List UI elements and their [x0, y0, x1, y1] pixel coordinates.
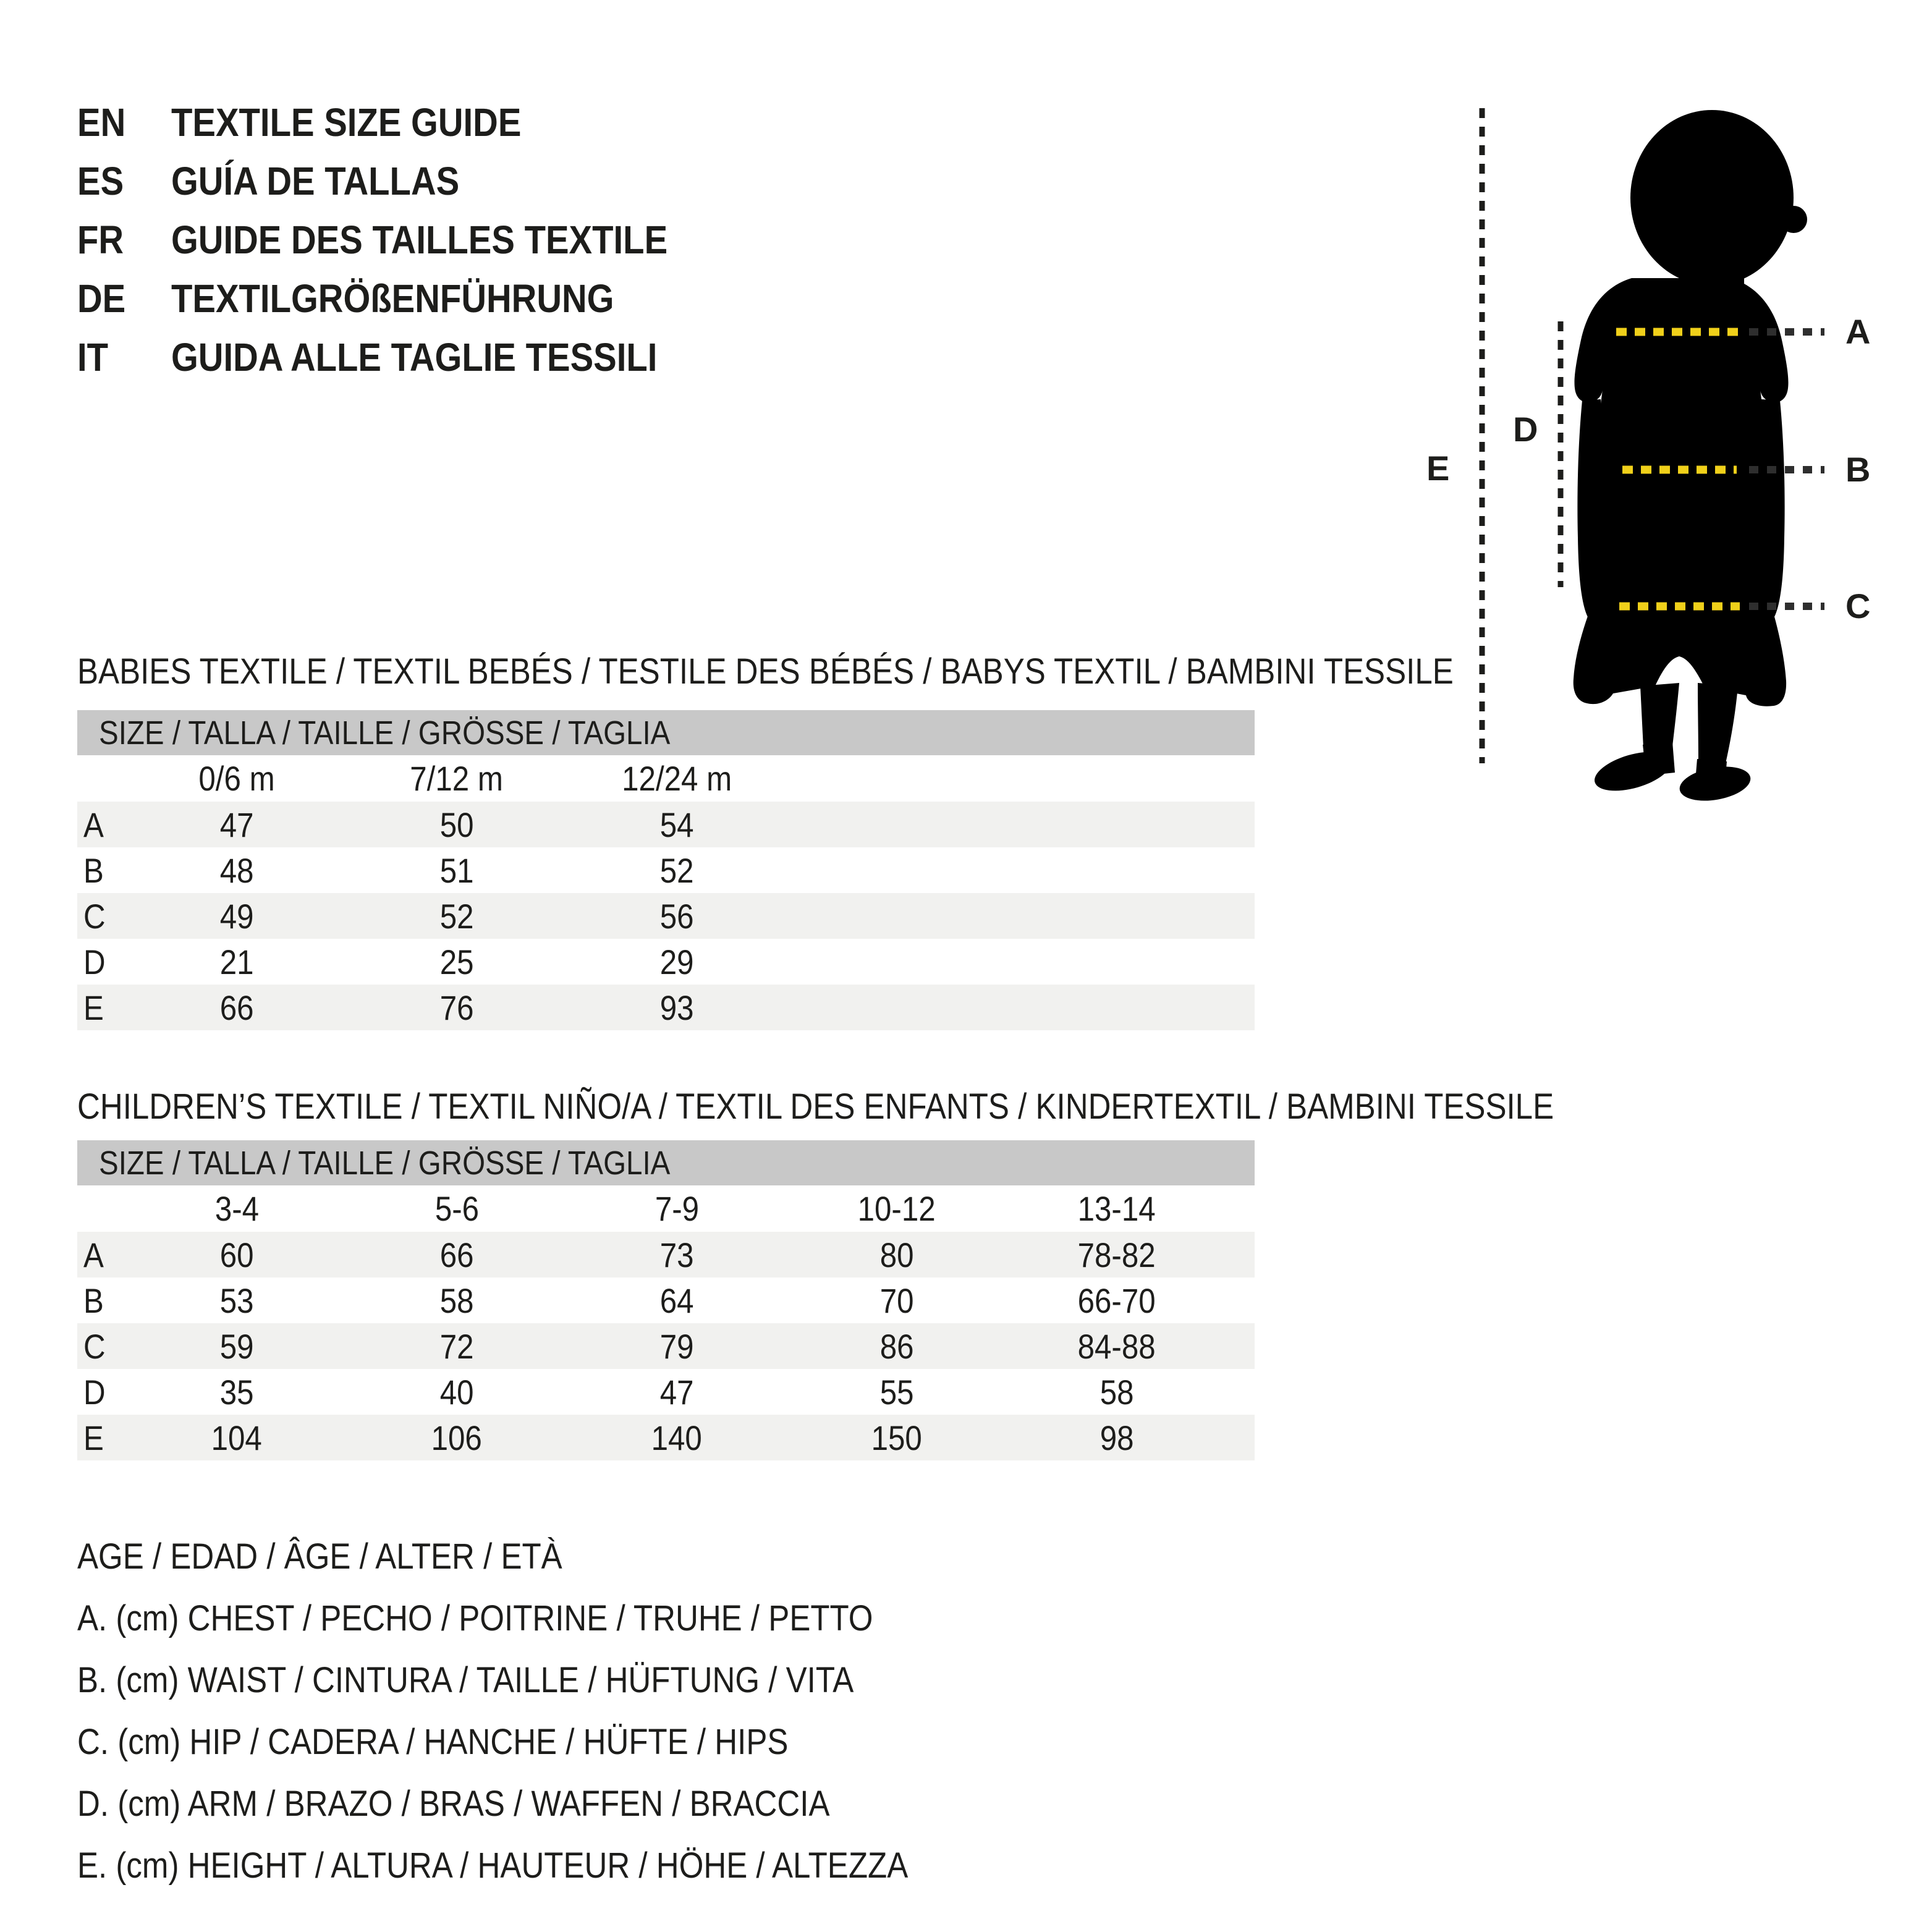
column-header-text: 12/24 m [621, 759, 732, 798]
column-header-text: 5-6 [434, 1189, 479, 1228]
column-header [567, 1188, 787, 1229]
legend-line [77, 1711, 1190, 1773]
figure-label-d: D [1513, 410, 1538, 449]
table-cell-text: 78-82 [1077, 1235, 1156, 1274]
column-header-text: 13-14 [1077, 1189, 1156, 1228]
row-label [77, 1281, 127, 1321]
children-size-header-bar [77, 1140, 1255, 1185]
column-header [787, 1188, 1007, 1229]
language-row [77, 328, 1128, 386]
column-header [567, 758, 787, 799]
table-cell [127, 942, 347, 982]
table-cell-text: 106 [431, 1418, 483, 1457]
table-cell [567, 1372, 787, 1412]
table-cell [1007, 1418, 1227, 1458]
babies-size-table [77, 710, 1255, 1030]
column-header [347, 1188, 567, 1229]
row-label [77, 1372, 127, 1412]
row-label-text: B [83, 1281, 104, 1320]
table-cell-text: 73 [659, 1235, 694, 1274]
figure-label-c: C [1845, 587, 1871, 625]
table-cell [567, 988, 787, 1028]
table-row [77, 1323, 1255, 1369]
table-cell [567, 896, 787, 936]
row-label-text: C [83, 1326, 106, 1366]
table-cell [347, 1372, 567, 1412]
column-header-text: 7/12 m [410, 759, 504, 798]
table-cell-text: 140 [651, 1418, 703, 1457]
table-cell-text: 56 [659, 896, 694, 936]
table-cell [787, 1235, 1007, 1275]
babies-size-header-bar [77, 710, 1255, 755]
table-cell-text: 66 [219, 988, 254, 1027]
language-code: EN [77, 100, 126, 145]
table-cell-text: 58 [1099, 1372, 1134, 1412]
table-cell [567, 1235, 787, 1275]
language-code: IT [77, 334, 109, 379]
table-cell [347, 1235, 567, 1275]
table-row [77, 802, 1255, 847]
legend-line [77, 1773, 1190, 1834]
silhouette-ear [1780, 206, 1807, 233]
row-label-text: E [83, 988, 104, 1027]
table-row [77, 1277, 1255, 1323]
measurement-figure-svg [1409, 93, 1891, 810]
legend-line-text: A. (cm) CHEST / PECHO / POITRINE / TRUHE / PETTO [77, 1598, 873, 1638]
row-label [77, 1235, 127, 1275]
table-cell-text: 150 [871, 1418, 923, 1457]
table-cell-text: 59 [219, 1326, 254, 1366]
table-cell [787, 1372, 1007, 1412]
table-cell [787, 1418, 1007, 1458]
table-cell [127, 1281, 347, 1321]
table-cell-text: 49 [219, 896, 254, 936]
language-title: TEXTILGRÖßENFÜHRUNG [171, 276, 614, 321]
table-cell [127, 988, 347, 1028]
column-header [127, 1188, 347, 1229]
babies-section-heading [77, 651, 1641, 692]
table-cell [347, 850, 567, 891]
table-cell [1007, 1326, 1227, 1366]
column-header [347, 758, 567, 799]
table-cell [567, 942, 787, 982]
babies-column-header-row [77, 755, 1255, 802]
table-cell [347, 988, 567, 1028]
table-cell [347, 1326, 567, 1366]
row-label [77, 805, 127, 845]
table-cell-text: 66 [439, 1235, 474, 1274]
table-row [77, 985, 1255, 1030]
table-cell [347, 1418, 567, 1458]
table-cell-text: 86 [879, 1326, 914, 1366]
legend-line [77, 1834, 1190, 1896]
table-cell [567, 1326, 787, 1366]
language-code: DE [77, 276, 126, 321]
children-column-header-row [77, 1185, 1255, 1232]
column-header-text: 10-12 [857, 1189, 936, 1228]
language-row [77, 210, 1128, 269]
legend-line-text: AGE / EDAD / ÂGE / ALTER / ETÀ [77, 1536, 562, 1577]
table-row [77, 847, 1255, 893]
children-section-heading [77, 1089, 1755, 1125]
child-silhouette [1574, 110, 1807, 806]
language-title: GUIDA ALLE TAGLIE TESSILI [171, 334, 658, 379]
table-cell-text: 93 [659, 988, 694, 1027]
table-cell [567, 1418, 787, 1458]
language-row [77, 269, 1128, 328]
silhouette-leg-right [1698, 683, 1738, 763]
row-label-text: D [83, 1372, 106, 1412]
table-cell [347, 1281, 567, 1321]
table-cell-text: 47 [219, 805, 254, 844]
table-cell-text: 98 [1099, 1418, 1134, 1457]
legend-line [77, 1525, 1190, 1587]
row-label-text: D [83, 942, 106, 981]
figure-label-b: B [1845, 450, 1871, 489]
table-cell [787, 1326, 1007, 1366]
legend-line [77, 1649, 1190, 1711]
figure-label-e: E [1426, 449, 1450, 488]
legend-line-text: C. (cm) HIP / CADERA / HANCHE / HÜFTE / HIPS [77, 1721, 789, 1762]
measurement-legend [77, 1525, 1190, 1896]
table-cell-text: 25 [439, 942, 474, 981]
children-section-heading-text: CHILDREN’S TEXTILE / TEXTIL NIÑO/A / TEXTIL DES ENFANTS / KINDERTEXTIL / BAMBINI TESSILE [77, 1087, 1554, 1127]
table-cell [347, 896, 567, 936]
legend-line [77, 1587, 1190, 1649]
children-size-header-text: SIZE / TALLA / TAILLE / GRÖSSE / TAGLIA [99, 1144, 671, 1182]
table-cell-text: 70 [879, 1281, 914, 1320]
row-label-text: A [83, 805, 104, 844]
language-row [77, 151, 1128, 210]
babies-section-heading-text: BABIES TEXTILE / TEXTIL BEBÉS / TESTILE DES BÉBÉS / BABYS TEXTIL / BAMBINI TESSILE [77, 651, 1454, 692]
table-cell-text: 66-70 [1077, 1281, 1156, 1320]
table-row [77, 1369, 1255, 1415]
figure-label-a: A [1845, 312, 1871, 351]
table-row [77, 939, 1255, 985]
table-cell-text: 35 [219, 1372, 254, 1412]
table-cell-text: 52 [659, 850, 694, 890]
table-cell-text: 84-88 [1077, 1326, 1156, 1366]
babies-size-header-text: SIZE / TALLA / TAILLE / GRÖSSE / TAGLIA [99, 714, 671, 752]
table-cell-text: 76 [439, 988, 474, 1027]
table-cell [347, 805, 567, 845]
column-header-text: 3-4 [214, 1189, 259, 1228]
language-title: GUIDE DES TAILLES TEXTILE [171, 217, 668, 262]
row-label-text: E [83, 1418, 104, 1457]
table-cell [127, 896, 347, 936]
table-row [77, 1415, 1255, 1460]
table-cell-text: 48 [219, 850, 254, 890]
table-cell-text: 50 [439, 805, 474, 844]
column-header [127, 758, 347, 799]
table-cell-text: 55 [879, 1372, 914, 1412]
column-header [1007, 1188, 1227, 1229]
table-cell-text: 21 [219, 942, 254, 981]
legend-line-text: D. (cm) ARM / BRAZO / BRAS / WAFFEN / BRACCIA [77, 1783, 830, 1824]
row-label [77, 850, 127, 891]
table-cell [1007, 1235, 1227, 1275]
table-cell-text: 40 [439, 1372, 474, 1412]
table-cell-text: 52 [439, 896, 474, 936]
table-cell-text: 29 [659, 942, 694, 981]
row-label [77, 1418, 127, 1458]
table-cell [127, 805, 347, 845]
table-cell [127, 1235, 347, 1275]
table-cell [127, 1326, 347, 1366]
row-label [77, 988, 127, 1028]
table-cell [567, 1281, 787, 1321]
table-row [77, 1232, 1255, 1277]
silhouette-head [1630, 110, 1794, 286]
row-label-text: A [83, 1235, 104, 1274]
language-title-list [77, 93, 1128, 386]
column-header-text: 7-9 [655, 1189, 699, 1228]
table-cell-text: 47 [659, 1372, 694, 1412]
table-cell-text: 54 [659, 805, 694, 844]
table-cell [1007, 1281, 1227, 1321]
table-row [77, 893, 1255, 939]
row-label [77, 942, 127, 982]
table-cell [127, 850, 347, 891]
table-cell [567, 805, 787, 845]
row-label-text: B [83, 850, 104, 890]
row-label [77, 1326, 127, 1366]
table-cell-text: 58 [439, 1281, 474, 1320]
language-title: TEXTILE SIZE GUIDE [171, 100, 522, 145]
table-cell-text: 104 [211, 1418, 263, 1457]
language-row [77, 93, 1128, 151]
table-cell [347, 942, 567, 982]
language-code: FR [77, 217, 124, 262]
table-cell [787, 1281, 1007, 1321]
table-cell-text: 53 [219, 1281, 254, 1320]
table-cell-text: 60 [219, 1235, 254, 1274]
language-code: ES [77, 158, 124, 203]
table-cell [127, 1418, 347, 1458]
table-cell-text: 72 [439, 1326, 474, 1366]
row-label-text: C [83, 896, 106, 936]
legend-line-text: B. (cm) WAIST / CINTURA / TAILLE / HÜFTUNG / VITA [77, 1659, 854, 1700]
language-title: GUÍA DE TALLAS [171, 158, 460, 203]
table-cell-text: 80 [879, 1235, 914, 1274]
table-cell-text: 79 [659, 1326, 694, 1366]
table-cell [1007, 1372, 1227, 1412]
table-cell [567, 850, 787, 891]
table-cell [127, 1372, 347, 1412]
column-header-text: 0/6 m [198, 759, 275, 798]
legend-line-text: E. (cm) HEIGHT / ALTURA / HAUTEUR / HÖHE / ALTEZZA [77, 1845, 909, 1886]
children-size-table [77, 1140, 1255, 1460]
row-label [77, 896, 127, 936]
silhouette-shoe-right [1677, 761, 1753, 805]
table-cell-text: 51 [439, 850, 474, 890]
measurement-figure [1409, 93, 1891, 810]
table-cell-text: 64 [659, 1281, 694, 1320]
